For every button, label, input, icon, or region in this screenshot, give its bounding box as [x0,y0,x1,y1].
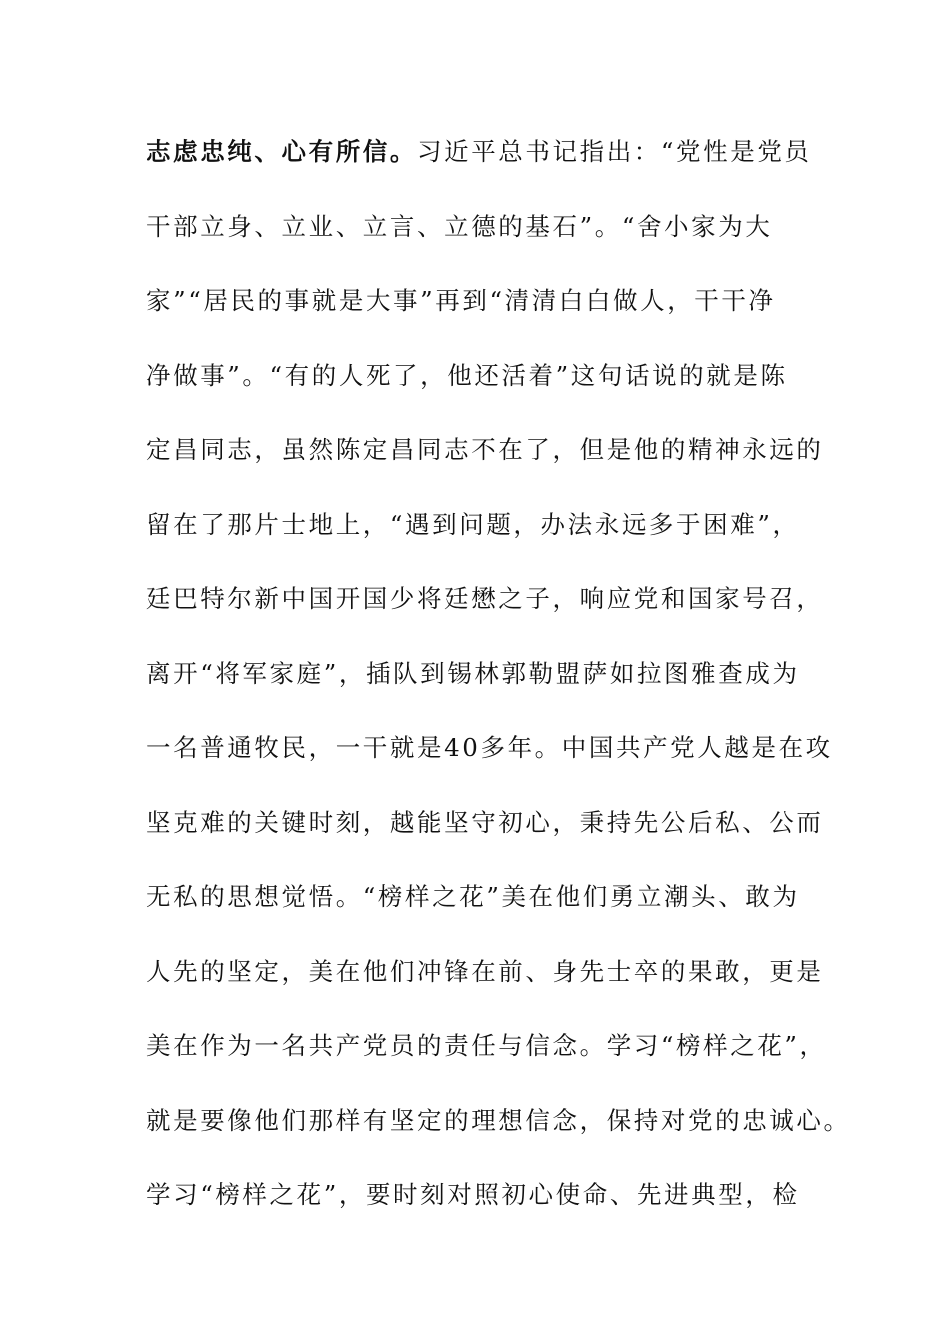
text-line-14: 就是要像他们那样有坚定的理想信念，保持对党的忠诚心。 [146,1105,851,1135]
text-line-6: 留在了那片士地上，“遇到问题，办法永远多于困难”， [146,509,800,539]
text-line-5: 定昌同志，虽然陈定昌同志不在了，但是他的精神永远的 [146,435,824,464]
text-line-10: 坚克难的关键时刻，越能坚守初心，秉持先公后私、公而 [146,807,824,837]
body-text [146,127,851,1245]
text-line-4: 净做事”。“有的人死了，他还活着”这句话说的就是陈 [146,360,788,390]
text-line-13: 美在作为一名共产党员的责任与信念。学习“榜样之花”， [146,1031,827,1060]
text-line-1 [146,127,826,202]
text-line-1-content: 习近平总书记指出：“党性是党员 [417,137,812,166]
text-line-3: 家”“居民的事就是大事”再到“清清白白做人，干干净 [146,286,776,315]
text-line-8: 离开“将军家庭”，插队到锡林郭勒盟萨如拉图雅查成为 [146,658,800,688]
text-line-9: 一名普通牧民，一干就是40多年。中国共产党人越是在攻 [146,733,833,762]
text-line-7: 廷巴特尔新中国开国少将廷懋之子，响应党和国家号召， [146,584,824,613]
text-line-12: 人先的坚定，美在他们冲锋在前、身先士卒的果敢，更是 [146,956,824,986]
text-line-2: 干部立身、立业、立言、立德的基石”。“舍小家为大 [146,211,773,241]
text-line-15: 学习“榜样之花”，要时刻对照初心使命、先进典型，检 [146,1180,800,1209]
lead-heading: 志虑忠纯、心有所信。 [146,137,417,166]
text-line-11: 无私的思想觉悟。“榜样之花”美在他们勇立潮头、敢为 [146,882,800,911]
